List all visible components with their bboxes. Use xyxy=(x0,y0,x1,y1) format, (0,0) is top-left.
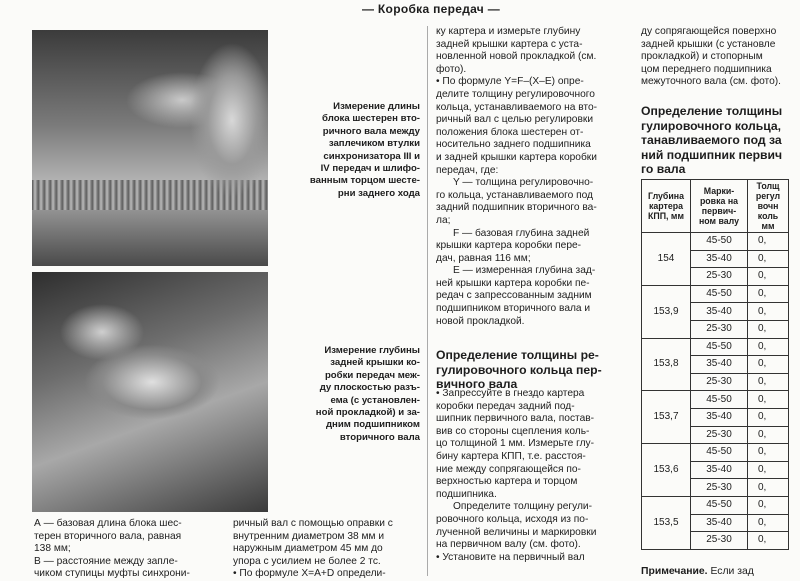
cell-marking: 25-30 xyxy=(691,373,748,391)
text-column-4-top: ду сопрягающейся поверхно задней крышки (с установле прокладкой) и стопорным цом переднего подшипника межуточного вала (см. фото). xyxy=(641,26,781,88)
cell-marking: 45-50 xyxy=(691,444,748,462)
column-header-depth: Глубина картера КПП, мм xyxy=(642,180,691,233)
table-row xyxy=(642,391,789,409)
text-column-2: ричный вал с помощью оправки с внутренним диаметром 38 мм и наружным диаметром 45 мм до упора с усилием не более 2 тс. • По формуле X=A+D определи- xyxy=(233,518,393,580)
note-text: Если зад xyxy=(707,566,754,577)
section-heading-input-shaft-ring: Определение толщины ре- гулировочного кольца пер- вичного вала xyxy=(436,348,602,392)
photo-caption-shaft: Измерение длины блока шестерен вто- ричного вала между заплечиком втулки синхронизатора III и IV передач и шлифо- ванным торцом шесте- рни заднего хода xyxy=(309,101,420,199)
gearbox-photo-shaft-measurement xyxy=(32,30,268,266)
table-row xyxy=(642,496,789,514)
text-column-3-bottom: • Запрессуйте в гнездо картера коробки передач задний под- шипник первичного вала, постав- вив со стороны сцепления коль- цо толщиной 1 мм. Измерьте глу- бину картера КПП, т.е. расстоя- ние между сопрягающейся по- верхностью картера и торцом подшипника. Определите толщину регули- ровочного кольца, исходя из по- лученной величины и маркировки на первичном валу (см. фото). • Установите на первичный вал xyxy=(436,388,597,563)
text-column-3-top: ку картера и измерьте глубину задней крышки картера с уста- новленной новой прокладкой (см. фото). • По формуле Y=F–(X–E) опре- делите толщину регулировочного кольца, устанавливаемого на вто- ричный вал с целью регулировки положения блока шестерен от- носительно заднего подшипника и задней крышки картера коробки передач, где: Y — толщина регулировочно- го кольца, устанавливаемого под задний подшипник вторичного ва- ла; F — базовая глубина задней крышки картера коробки пере- дач, равная 116 мм; E — измеренная глубина зад- ней крышки картера коробки пе- редач с запрессованным задним подшипником вторичного вала и новой прокладкой. xyxy=(436,26,598,327)
cell-thickness: 0, xyxy=(748,233,789,251)
ring-thickness-table xyxy=(641,179,789,550)
gearbox-photo-cover-measurement xyxy=(32,272,268,512)
cell-depth: 153,9 xyxy=(642,285,691,338)
cell-thickness: 0, xyxy=(748,250,789,268)
cell-marking: 35-40 xyxy=(691,356,748,374)
table-header-row xyxy=(642,180,789,233)
cell-thickness: 0, xyxy=(748,356,789,374)
cell-depth: 153,7 xyxy=(642,391,691,444)
column-header-marking: Марки- ровка на первич- ном валу xyxy=(691,180,748,233)
column-header-thickness: Толщ регул вочн коль мм xyxy=(748,180,789,233)
cell-marking: 45-50 xyxy=(691,233,748,251)
cell-marking: 45-50 xyxy=(691,391,748,409)
table-row xyxy=(642,338,789,356)
cell-marking: 25-30 xyxy=(691,320,748,338)
cell-marking: 25-30 xyxy=(691,532,748,550)
cell-thickness: 0, xyxy=(748,479,789,497)
cell-marking: 45-50 xyxy=(691,338,748,356)
section-heading-rear-bearing-ring: Определение толщины гулировочного кольца, танавливаемого под за ний подшипник первич го вала xyxy=(641,104,783,177)
page-title: — Коробка передач — xyxy=(362,2,500,16)
cell-marking: 25-30 xyxy=(691,479,748,497)
cell-marking: 25-30 xyxy=(691,268,748,286)
cell-depth: 153,6 xyxy=(642,444,691,497)
cell-marking: 35-40 xyxy=(691,461,748,479)
table-note xyxy=(641,566,754,577)
cell-marking: 35-40 xyxy=(691,303,748,321)
cell-marking: 45-50 xyxy=(691,496,748,514)
cell-depth: 154 xyxy=(642,233,691,286)
page-header xyxy=(0,0,800,22)
cell-thickness: 0, xyxy=(748,461,789,479)
cell-depth: 153,5 xyxy=(642,496,691,549)
cell-thickness: 0, xyxy=(748,496,789,514)
text-column-1: А — базовая длина блока шес- терен вторичного вала, равная 138 мм; В — расстояние между запле- чиком ступицы муфты синхрони- xyxy=(34,518,190,580)
cell-thickness: 0, xyxy=(748,303,789,321)
table-row xyxy=(642,285,789,303)
cell-thickness: 0, xyxy=(748,514,789,532)
photo-caption-cover: Измерение глубины задней крышки ко- робки передач меж- ду плоскостью разъ- ема (с установлен- ной прокладкой) и за- дним подшипником вторичного вала xyxy=(315,345,420,443)
cell-depth: 153,8 xyxy=(642,338,691,391)
cell-thickness: 0, xyxy=(748,320,789,338)
cell-thickness: 0, xyxy=(748,268,789,286)
cell-thickness: 0, xyxy=(748,532,789,550)
cell-marking: 25-30 xyxy=(691,426,748,444)
cell-thickness: 0, xyxy=(748,426,789,444)
cell-marking: 35-40 xyxy=(691,514,748,532)
cell-thickness: 0, xyxy=(748,391,789,409)
cell-thickness: 0, xyxy=(748,408,789,426)
cell-thickness: 0, xyxy=(748,444,789,462)
cell-thickness: 0, xyxy=(748,338,789,356)
note-label: Примечание. xyxy=(641,566,708,577)
cell-thickness: 0, xyxy=(748,373,789,391)
column-divider xyxy=(427,26,428,576)
cell-thickness: 0, xyxy=(748,285,789,303)
table-body xyxy=(642,233,789,550)
cell-marking: 35-40 xyxy=(691,408,748,426)
table-row xyxy=(642,233,789,251)
cell-marking: 45-50 xyxy=(691,285,748,303)
cell-marking: 35-40 xyxy=(691,250,748,268)
table-row xyxy=(642,444,789,462)
